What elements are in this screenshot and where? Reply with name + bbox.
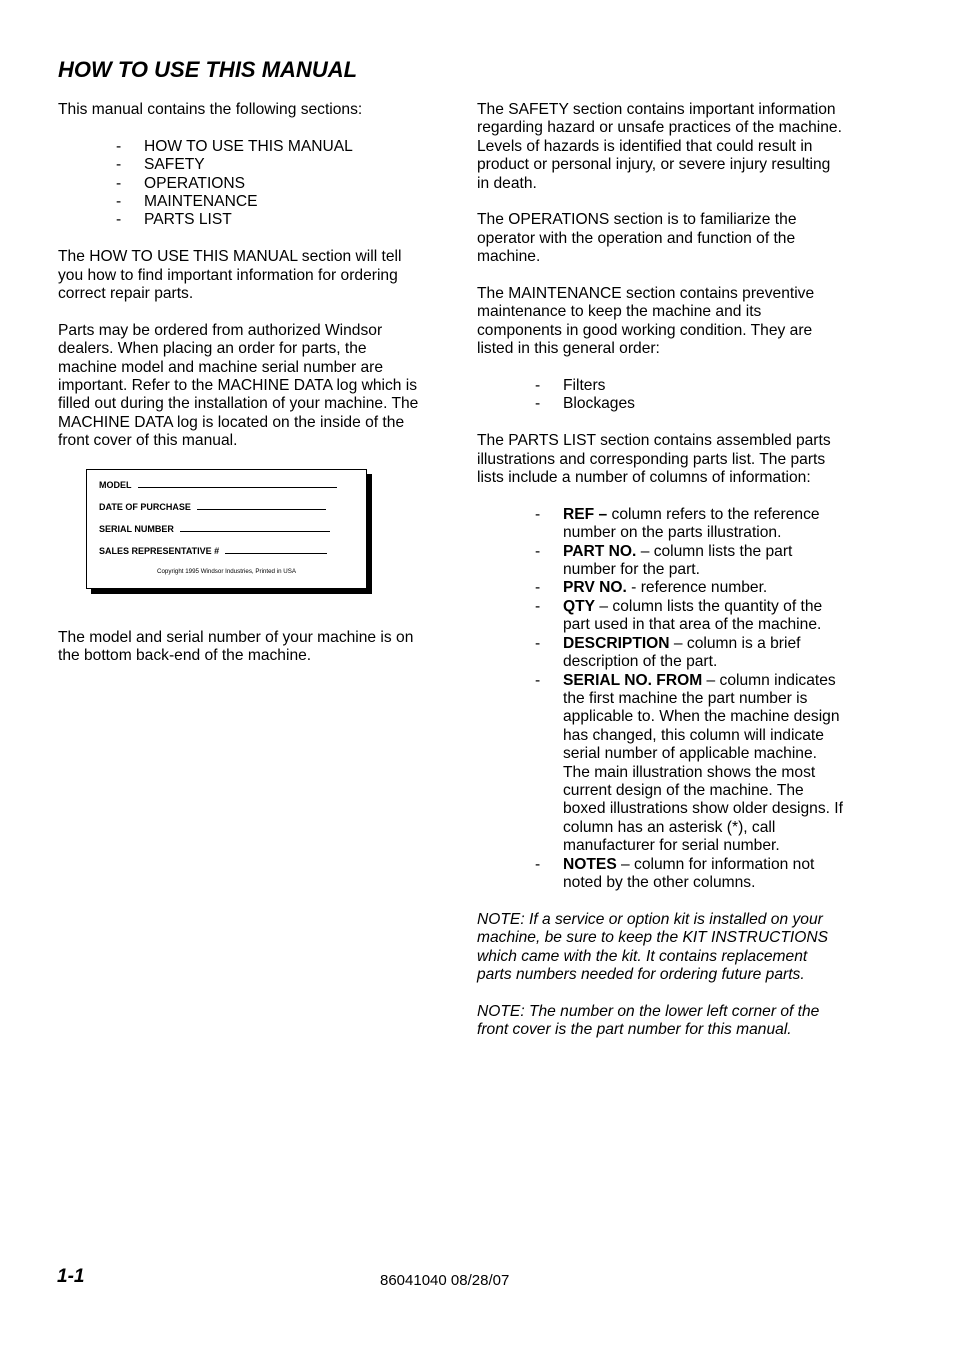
card-sales-row bbox=[99, 540, 327, 562]
column-term: PRV NO. bbox=[563, 579, 627, 597]
operations-paragraph: The OPERATIONS section is to familiarize the operator with the operation and function of the machine. bbox=[477, 211, 797, 266]
list-item bbox=[477, 579, 845, 597]
how-to-use-paragraph: The HOW TO USE THIS MANUAL section will tell you how to find important information for ordering correct repair parts. bbox=[58, 248, 402, 303]
column-desc: – column indicates the first machine the part number is applicable to. When the machine design has changed, this column will indicate serial number of applicable machine. The main illustration shows the most current design of the machine. The boxed illustrations show older designs. If column has an asterisk (*), call manufacturer for serial number. bbox=[563, 671, 843, 855]
column-term: NOTES bbox=[563, 855, 617, 873]
right-column bbox=[477, 101, 845, 1058]
ordering-paragraph: Parts may be ordered from authorized Windsor dealers. When placing an order for parts, the machine model and machine serial number are important. Refer to the MACHINE DATA log which is filled out during the installation of your machine. The MACHINE DATA log is located on the inside of the front cover of this manual. bbox=[58, 321, 419, 450]
column-desc: – column is a brief description of the part. bbox=[563, 634, 801, 671]
card-date-line bbox=[197, 499, 326, 510]
list-item: - MAINTENANCE bbox=[58, 193, 428, 211]
kit-note: NOTE: If a service or option kit is installed on your machine, be sure to keep the KIT INSTRUCTIONS which came with the kit. It contains replacement parts numbers needed for ordering future parts. bbox=[477, 910, 828, 983]
card-date-row bbox=[99, 496, 326, 518]
maintenance-list bbox=[477, 377, 845, 414]
left-column bbox=[58, 101, 428, 684]
column-desc: column refers to the reference number on the parts illustration. bbox=[563, 505, 820, 542]
page-number: 1-1 bbox=[57, 1266, 85, 1287]
list-item bbox=[477, 543, 845, 580]
list-item: - Filters bbox=[477, 377, 845, 395]
list-item bbox=[477, 672, 845, 856]
card-body bbox=[86, 469, 367, 589]
card-sales-line bbox=[225, 543, 327, 554]
card-sales-label: SALES REPRESENTATIVE # bbox=[99, 546, 220, 557]
column-term: QTY bbox=[563, 597, 596, 615]
document-code: 86041040 08/28/07 bbox=[380, 1272, 510, 1289]
list-item bbox=[477, 506, 845, 543]
column-term: REF – bbox=[563, 505, 608, 523]
page-title: HOW TO USE THIS MANUAL bbox=[58, 57, 358, 82]
column-desc: - reference number. bbox=[626, 579, 768, 597]
intro-paragraph: This manual contains the following sections: bbox=[58, 101, 363, 118]
card-copyright: Copyright 1995 Windsor Industries, Printed in USA bbox=[157, 568, 296, 576]
column-desc: – column lists the part number for the part. bbox=[563, 542, 793, 579]
machine-data-card bbox=[86, 469, 376, 599]
list-item bbox=[477, 856, 845, 893]
list-item: - PARTS LIST bbox=[58, 211, 428, 229]
section-list bbox=[58, 138, 428, 230]
column-term: PART NO. bbox=[563, 542, 637, 560]
column-term: DESCRIPTION bbox=[563, 634, 670, 652]
column-desc: – column lists the quantity of the part used in that area of the machine. bbox=[563, 597, 823, 634]
columns-list bbox=[477, 506, 845, 893]
card-serial-line bbox=[180, 521, 330, 532]
serial-location-paragraph: The model and serial number of your machine is on the bottom back-end of the machine. bbox=[58, 629, 414, 665]
column-term: SERIAL NO. FROM bbox=[563, 671, 703, 689]
list-item bbox=[477, 598, 845, 635]
card-date-label: DATE OF PURCHASE bbox=[99, 502, 191, 513]
parts-list-paragraph: The PARTS LIST section contains assembled parts illustrations and corresponding parts list. The parts lists include a number of columns of information: bbox=[477, 432, 831, 487]
card-serial-row bbox=[99, 518, 330, 540]
card-model-label: MODEL bbox=[99, 480, 132, 491]
maintenance-paragraph: The MAINTENANCE section contains preventive maintenance to keep the machine and its components in good working condition. They are listed in this general order: bbox=[477, 285, 815, 358]
list-item: - OPERATIONS bbox=[58, 175, 428, 193]
card-model-line bbox=[138, 477, 337, 488]
card-serial-label: SERIAL NUMBER bbox=[99, 524, 174, 535]
list-item bbox=[477, 635, 845, 672]
list-item: - HOW TO USE THIS MANUAL bbox=[58, 138, 428, 156]
list-item: - SAFETY bbox=[58, 156, 428, 174]
card-model-row bbox=[99, 474, 337, 496]
part-number-note: NOTE: The number on the lower left corner of the front cover is the part number for this manual. bbox=[477, 1002, 820, 1039]
column-desc: – column for information not noted by the other columns. bbox=[563, 855, 815, 891]
list-item: - Blockages bbox=[477, 395, 845, 413]
safety-paragraph: The SAFETY section contains important information regarding hazard or unsafe practices of the machine. Levels of hazards is identified that could result in product or personal injury, or severe injury resulting in death. bbox=[477, 101, 842, 192]
